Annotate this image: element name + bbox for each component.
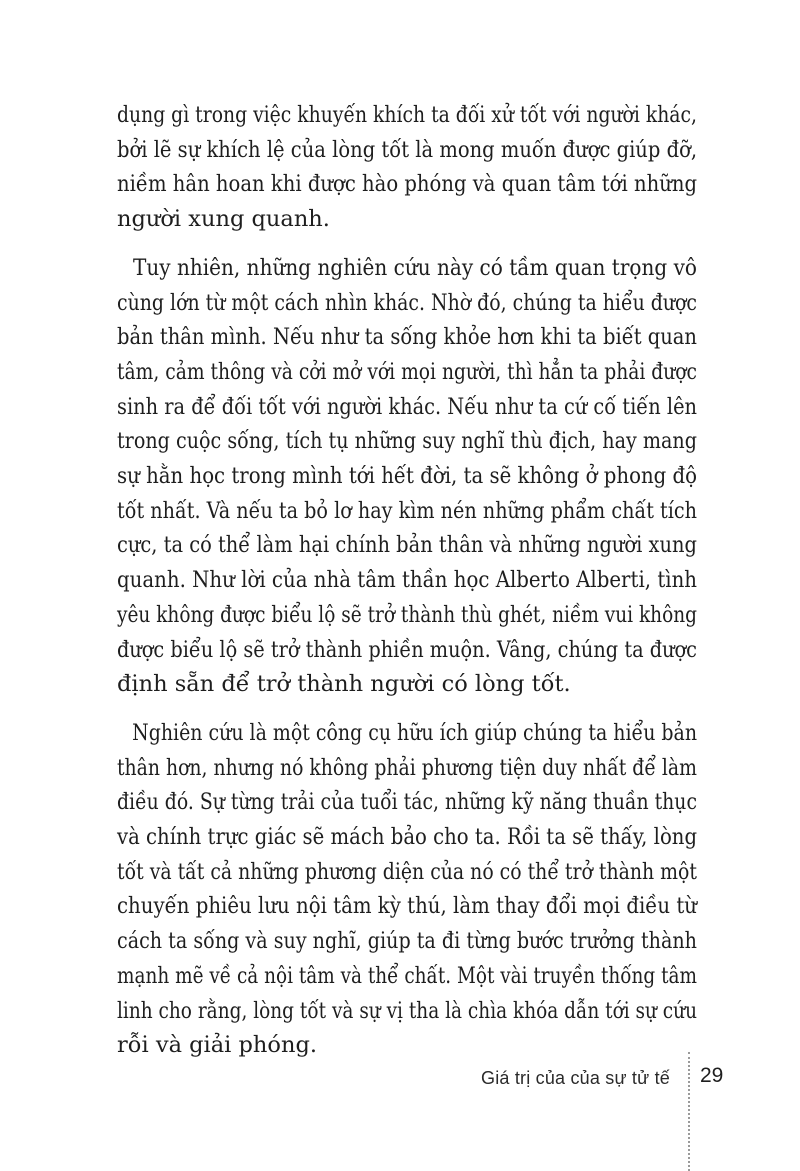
text-line: sinh ra để đối tốt với người khác. Nếu như ta cứ cố tiến lên: [117, 393, 698, 420]
text-line: được biểu lộ sẽ trở thành phiền muộn. Vâng, chúng ta được: [117, 636, 697, 663]
paragraph: [117, 98, 697, 237]
text-line: định sẵn để trở thành người có lòng tốt.: [117, 671, 571, 698]
paragraph: [117, 251, 697, 702]
text-line: tốt nhất. Và nếu ta bỏ lơ hay kìm nén những phẩm chất tích: [117, 497, 697, 524]
text-line: niềm hân hoan khi được hào phóng và quan tâm tới những: [117, 171, 698, 198]
text-line: cùng lớn từ một cách nhìn khác. Nhờ đó, chúng ta hiểu được: [117, 289, 698, 316]
footer-divider: [688, 1052, 690, 1171]
text-line: Nghiên cứu là một công cụ hữu ích giúp chúng ta hiểu bản: [132, 719, 698, 746]
text-line: sự hằn học trong mình tới hết đời, ta sẽ không ở phong độ: [117, 463, 698, 490]
text-line: quanh. Như lời của nhà tâm thần học Alberto Alberti, tình: [117, 567, 698, 594]
text-line: tâm, cảm thông và cởi mở với mọi người, thì hẳn ta phải được: [117, 358, 698, 385]
body-text: [117, 98, 697, 1077]
text-line: bởi lẽ sự khích lệ của lòng tốt là mong muốn được giúp đỡ,: [117, 136, 698, 163]
text-line: điều đó. Sự từng trải của tuổi tác, những kỹ năng thuần thục: [117, 789, 697, 816]
text-line: người xung quanh.: [117, 206, 330, 233]
text-line: cực, ta có thể làm hại chính bản thân và những người xung: [117, 532, 697, 559]
text-line: trong cuộc sống, tích tụ những suy nghĩ thù địch, hay mang: [117, 428, 698, 455]
text-line: bản thân mình. Nếu như ta sống khỏe hơn khi ta biết quan: [117, 324, 697, 351]
text-line: linh cho rằng, lòng tốt và sự vị tha là chìa khóa dẫn tới sự cứu: [117, 997, 697, 1024]
text-line: thân hơn, nhưng nó không phải phương tiện duy nhất để làm: [117, 754, 697, 781]
text-line: dụng gì trong việc khuyến khích ta đối xử tốt với người khác,: [117, 102, 697, 128]
text-line: mạnh mẽ về cả nội tâm và thể chất. Một vài truyền thống tâm: [117, 962, 697, 989]
text-line: rỗi và giải phóng.: [117, 1032, 317, 1059]
text-line: cách ta sống và suy nghĩ, giúp ta đi từng bước trưởng thành: [117, 928, 697, 955]
text-line: tốt và tất cả những phương diện của nó có thể trở thành một: [117, 858, 697, 885]
text-line: chuyến phiêu lưu nội tâm kỳ thú, làm thay đổi mọi điều từ: [117, 893, 698, 920]
text-line: yêu không được biểu lộ sẽ trở thành thù ghét, niềm vui không: [117, 601, 698, 628]
page-number: 29: [700, 1064, 724, 1087]
running-title: Giá trị của của sự tử tế: [481, 1068, 670, 1088]
text-line: và chính trực giác sẽ mách bảo cho ta. Rồi ta sẽ thấy, lòng: [117, 824, 698, 851]
text-line: Tuy nhiên, những nghiên cứu này có tầm quan trọng vô: [133, 254, 697, 281]
paragraph: [117, 716, 697, 1063]
